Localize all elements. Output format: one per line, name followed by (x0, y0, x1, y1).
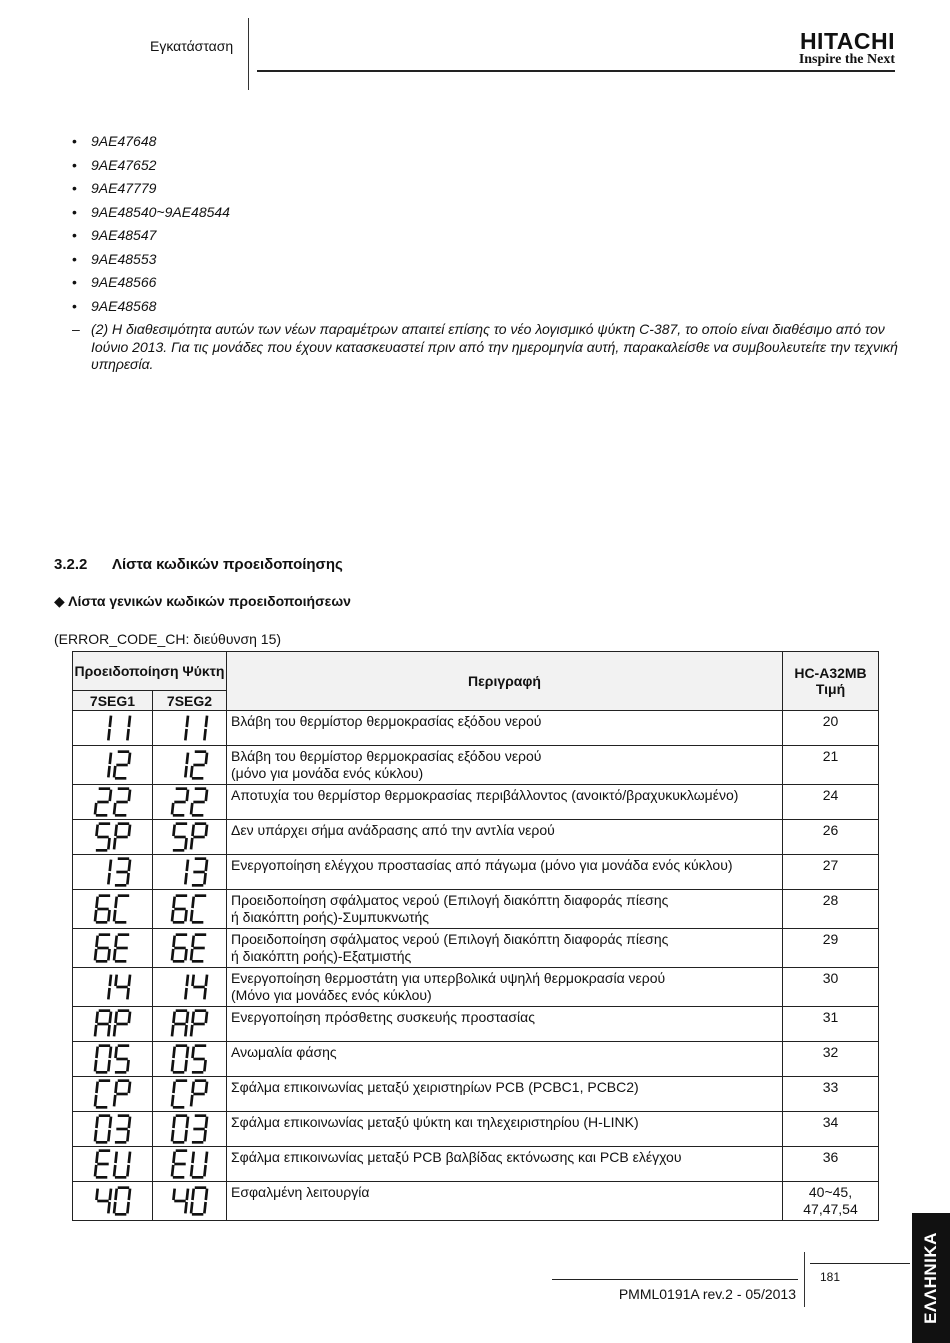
diamond-bullet-icon: ◆ (54, 593, 65, 609)
segment-e (95, 1165, 96, 1176)
segment-e (172, 1165, 173, 1176)
model-code-item: • 9AE48547 (72, 226, 230, 250)
segment-f (192, 1082, 193, 1093)
seven-segment-display (170, 748, 210, 782)
segment-b (128, 1117, 129, 1128)
segment-c (185, 1060, 186, 1071)
segment-c (127, 1060, 128, 1071)
segment-b (205, 1152, 206, 1163)
cell-seg2 (153, 711, 227, 746)
segment-c (127, 873, 128, 884)
segment-b (109, 716, 110, 727)
segment-e (172, 1025, 173, 1036)
footer-divider-vertical (804, 1252, 805, 1307)
segment-b (128, 753, 129, 764)
availability-note (72, 321, 902, 374)
segment-b (186, 790, 187, 801)
segment-f (115, 897, 116, 908)
model-code-item: • 9AE48540~9AE48544 (72, 203, 230, 227)
seven-segment-display (170, 1184, 210, 1218)
alarm-code-table (72, 651, 879, 1221)
segment-f (115, 975, 116, 986)
seven-segment-display (170, 1007, 210, 1041)
segment-c (127, 729, 128, 740)
cell-value: 32 (783, 1042, 879, 1077)
segment-f (96, 1189, 97, 1200)
table-row (73, 1112, 879, 1147)
segment-f (96, 1012, 97, 1023)
model-code-item: • 9AE47652 (72, 156, 230, 180)
segment-f (173, 1189, 174, 1200)
segment-b (109, 860, 110, 871)
segment-f (115, 1152, 116, 1163)
segment-e (191, 1202, 192, 1213)
table-row (73, 711, 879, 746)
segment-c (204, 1060, 205, 1071)
segment-f (115, 1012, 116, 1023)
segment-b (205, 753, 206, 764)
segment-c (108, 766, 109, 777)
segment-c (185, 838, 186, 849)
cell-seg2 (153, 855, 227, 890)
segment-e (191, 949, 192, 960)
table-row (73, 968, 879, 1007)
seven-segment-display (93, 1007, 133, 1041)
segment-c (185, 988, 186, 999)
cell-seg2 (153, 1182, 227, 1221)
segment-c (185, 873, 186, 884)
seven-segment-display (170, 1042, 210, 1076)
subsection-heading (54, 593, 351, 610)
segment-f (173, 1117, 174, 1128)
segment-f (173, 1152, 174, 1163)
cell-seg2 (153, 1147, 227, 1182)
segment-e (114, 1165, 115, 1176)
segment-c (127, 988, 128, 999)
seven-segment-display (93, 785, 133, 819)
cell-seg1 (73, 890, 153, 929)
segment-b (128, 860, 129, 871)
cell-seg1 (73, 1042, 153, 1077)
segment-e (114, 1025, 115, 1036)
segment-b (205, 860, 206, 871)
note-text: (2) Η διαθεσιμότητα αυτών των νέων παραμέτρων απαιτεί επίσης το νέο λογισμικό ψύκτη C-387, το οποίο είναι διαθέσιμο από τον Ιούνιο 2013. Για τις μονάδες που έχουν κατασκευαστεί πριν από την ημερομηνία αυτή, παρακαλείσθε να συμβουλευτείτε την τεχνική υπηρεσία. (91, 321, 898, 372)
language-tab-label: ΕΛΛΗΝΙΚΑ (921, 1232, 940, 1324)
segment-c (204, 729, 205, 740)
section-title: Λίστα κωδικών προειδοποίησης (112, 556, 343, 573)
segment-f (96, 1082, 97, 1093)
segment-f (192, 897, 193, 908)
seven-segment-display (93, 1042, 133, 1076)
cell-description: Δεν υπάρχει σήμα ανάδρασης από την αντλία νερού (227, 820, 783, 855)
segment-b (109, 1047, 110, 1058)
segment-b (128, 1012, 129, 1023)
segment-c (185, 910, 186, 921)
footer-document-id: PMML0191A rev.2 - 05/2013 (618, 1286, 796, 1302)
seven-segment-display (170, 820, 210, 854)
seven-segment-display (93, 855, 133, 889)
segment-b (186, 1012, 187, 1023)
segment-f (192, 936, 193, 947)
segment-c (108, 1060, 109, 1071)
segment-e (191, 1025, 192, 1036)
header-alarm-group: Προειδοποίηση Ψύκτη (73, 652, 227, 691)
segment-c (204, 873, 205, 884)
cell-seg1 (73, 855, 153, 890)
seven-segment-display (170, 785, 210, 819)
segment-c (108, 729, 109, 740)
segment-b (205, 1189, 206, 1200)
segment-f (192, 825, 193, 836)
cell-description: Προειδοποίηση σφάλματος νερού (Επιλογή διακόπτη διαφοράς πίεσης ή διακόπτη ροής)-Συμπυκνωτής (227, 890, 783, 929)
cell-seg1 (73, 746, 153, 785)
segment-e (114, 803, 115, 814)
cell-description: Εσφαλμένη λειτουργία (227, 1182, 783, 1221)
cell-seg2 (153, 1112, 227, 1147)
cell-seg1 (73, 711, 153, 746)
cell-seg1 (73, 1147, 153, 1182)
section-heading (54, 556, 343, 573)
seven-segment-display (170, 1112, 210, 1146)
cell-seg1 (73, 968, 153, 1007)
segment-e (114, 949, 115, 960)
segment-b (109, 790, 110, 801)
segment-e (95, 803, 96, 814)
cell-value: 20 (783, 711, 879, 746)
segment-e (114, 910, 115, 921)
segment-e (172, 1060, 173, 1071)
segment-b (205, 1082, 206, 1093)
segment-b (186, 1117, 187, 1128)
table-row (73, 820, 879, 855)
segment-c (185, 729, 186, 740)
segment-b (205, 825, 206, 836)
segment-f (96, 1152, 97, 1163)
seven-segment-display (93, 1184, 133, 1218)
segment-c (108, 1202, 109, 1213)
segment-b (186, 716, 187, 727)
segment-f (96, 1047, 97, 1058)
cell-value: 24 (783, 785, 879, 820)
segment-e (191, 803, 192, 814)
segment-e (172, 949, 173, 960)
cell-value: 34 (783, 1112, 879, 1147)
cell-description: Σφάλμα επικοινωνίας μεταξύ χειριστηρίων PCB (PCBC1, PCBC2) (227, 1077, 783, 1112)
cell-description: Βλάβη του θερμίστορ θερμοκρασίας εξόδου νερού (μόνο για μονάδα ενός κύκλου) (227, 746, 783, 785)
segment-f (96, 936, 97, 947)
segment-b (109, 1117, 110, 1128)
cell-seg1 (73, 820, 153, 855)
seven-segment-display (93, 970, 133, 1004)
segment-e (114, 766, 115, 777)
segment-b (186, 860, 187, 871)
cell-seg2 (153, 1042, 227, 1077)
segment-b (205, 790, 206, 801)
seven-segment-display (93, 1077, 133, 1111)
seven-segment-display (170, 970, 210, 1004)
cell-seg1 (73, 1182, 153, 1221)
segment-f (115, 1189, 116, 1200)
cell-seg2 (153, 1077, 227, 1112)
cell-description: Αποτυχία του θερμίστορ θερμοκρασίας περιβάλλοντος (ανοικτό/βραχυκυκλωμένο) (227, 785, 783, 820)
segment-b (128, 1189, 129, 1200)
segment-f (192, 1152, 193, 1163)
subsection-title: Λίστα γενικών κωδικών προειδοποιήσεων (68, 593, 351, 609)
segment-e (191, 1165, 192, 1176)
segment-e (172, 1095, 173, 1106)
segment-e (95, 1025, 96, 1036)
cell-seg1 (73, 1112, 153, 1147)
logo-tagline: Inspire the Next (798, 52, 895, 67)
segment-f (173, 1012, 174, 1023)
seven-segment-display (170, 1077, 210, 1111)
footer-divider-horizontal (552, 1279, 798, 1280)
segment-b (109, 1189, 110, 1200)
cell-seg1 (73, 785, 153, 820)
logo-brand: HITACHI (799, 28, 895, 54)
cell-description: Σφάλμα επικοινωνίας μεταξύ PCB βαλβίδας εκτόνωσης και PCB ελέγχου (227, 1147, 783, 1182)
cell-description: Ανωμαλία φάσης (227, 1042, 783, 1077)
cell-seg2 (153, 929, 227, 968)
seven-segment-display (170, 1147, 210, 1181)
cell-description: Προειδοποίηση σφάλματος νερού (Επιλογή διακόπτη διαφοράς πίεσης ή διακόπτη ροής)-Εξατμιστής (227, 929, 783, 968)
segment-e (191, 838, 192, 849)
header-7seg1: 7SEG1 (73, 691, 153, 711)
footer-page-number: 181 (820, 1270, 841, 1284)
header-divider-vertical (248, 18, 249, 90)
cell-value: 21 (783, 746, 879, 785)
cell-value: 40~45, 47,47,54 (783, 1182, 879, 1221)
segment-b (128, 716, 129, 727)
cell-seg2 (153, 785, 227, 820)
segment-e (191, 766, 192, 777)
table-row (73, 890, 879, 929)
segment-e (95, 1095, 96, 1106)
segment-b (186, 753, 187, 764)
seven-segment-display (170, 855, 210, 889)
seven-segment-display (170, 892, 210, 926)
segment-c (108, 873, 109, 884)
table-row (73, 746, 879, 785)
cell-value: 28 (783, 890, 879, 929)
segment-e (172, 910, 173, 921)
segment-e (172, 1130, 173, 1141)
segment-f (96, 1117, 97, 1128)
segment-b (205, 975, 206, 986)
model-code-list (72, 132, 230, 320)
model-code-item: • 9AE48568 (72, 297, 230, 321)
segment-c (204, 1165, 205, 1176)
register-note: (ERROR_CODE_CH: διεύθυνση 15) (54, 631, 282, 647)
table-row (73, 855, 879, 890)
cell-seg1 (73, 1077, 153, 1112)
segment-c (185, 949, 186, 960)
segment-e (114, 1202, 115, 1213)
table-row (73, 929, 879, 968)
segment-b (205, 1012, 206, 1023)
segment-b (109, 1012, 110, 1023)
segment-c (108, 910, 109, 921)
header-value: HC-A32MB Τιμή (783, 652, 879, 711)
segment-f (96, 825, 97, 836)
segment-f (115, 825, 116, 836)
model-code-item: • 9AE47648 (72, 132, 230, 156)
cell-seg2 (153, 746, 227, 785)
segment-c (108, 838, 109, 849)
segment-c (127, 1130, 128, 1141)
cell-value: 29 (783, 929, 879, 968)
table-row (73, 1007, 879, 1042)
segment-c (185, 766, 186, 777)
segment-b (109, 753, 110, 764)
model-code-item: • 9AE47779 (72, 179, 230, 203)
segment-f (173, 897, 174, 908)
segment-c (204, 1202, 205, 1213)
segment-e (191, 1095, 192, 1106)
segment-b (128, 790, 129, 801)
header-7seg2: 7SEG2 (153, 691, 227, 711)
cell-description: Ενεργοποίηση θερμοστάτη για υπερβολικά υψηλή θερμοκρασία νερού (Μόνο για μονάδες ενός κύκλου) (227, 968, 783, 1007)
segment-b (128, 1152, 129, 1163)
cell-description: Σφάλμα επικοινωνίας μεταξύ ψύκτη και τηλεχειριστηρίου (H-LINK) (227, 1112, 783, 1147)
segment-b (128, 975, 129, 986)
cell-description: Βλάβη του θερμίστορ θερμοκρασίας εξόδου νερού (227, 711, 783, 746)
cell-value: 36 (783, 1147, 879, 1182)
table-row (73, 785, 879, 820)
table-row (73, 1182, 879, 1221)
seven-segment-display (93, 931, 133, 965)
cell-seg2 (153, 820, 227, 855)
seven-segment-display (93, 820, 133, 854)
header-divider-horizontal (257, 70, 895, 72)
seven-segment-display (170, 931, 210, 965)
segment-c (108, 1025, 109, 1036)
hitachi-logo (775, 30, 895, 68)
cell-description: Ενεργοποίηση πρόσθετης συσκευής προστασίας (227, 1007, 783, 1042)
segment-b (109, 975, 110, 986)
cell-seg1 (73, 1007, 153, 1042)
segment-c (127, 1165, 128, 1176)
segment-b (128, 1082, 129, 1093)
seven-segment-display (170, 711, 210, 745)
cell-seg1 (73, 929, 153, 968)
cell-value: 30 (783, 968, 879, 1007)
segment-f (192, 975, 193, 986)
seven-segment-display (93, 1112, 133, 1146)
segment-e (95, 910, 96, 921)
table-row (73, 1147, 879, 1182)
segment-f (115, 936, 116, 947)
segment-e (172, 803, 173, 814)
footer-divider-page (810, 1263, 910, 1264)
segment-b (186, 1189, 187, 1200)
segment-f (192, 1047, 193, 1058)
seven-segment-display (93, 1147, 133, 1181)
segment-c (108, 988, 109, 999)
segment-c (108, 1130, 109, 1141)
cell-seg2 (153, 890, 227, 929)
model-code-item: • 9AE48566 (72, 273, 230, 297)
segment-b (205, 716, 206, 727)
seven-segment-display (93, 748, 133, 782)
cell-seg2 (153, 968, 227, 1007)
segment-c (185, 1130, 186, 1141)
segment-f (96, 897, 97, 908)
segment-e (95, 1060, 96, 1071)
language-tab (912, 1213, 950, 1343)
segment-f (115, 1082, 116, 1093)
cell-value: 27 (783, 855, 879, 890)
header-description: Περιγραφή (227, 652, 783, 711)
segment-e (191, 910, 192, 921)
segment-f (115, 1047, 116, 1058)
segment-b (186, 975, 187, 986)
cell-value: 31 (783, 1007, 879, 1042)
segment-e (114, 1095, 115, 1106)
segment-e (114, 838, 115, 849)
cell-value: 26 (783, 820, 879, 855)
section-number: 3.2.2 (54, 556, 88, 573)
cell-description: Ενεργοποίηση ελέγχου προστασίας από πάγωμα (μόνο για μονάδα ενός κύκλου) (227, 855, 783, 890)
segment-f (173, 1082, 174, 1093)
table-row (73, 1077, 879, 1112)
segment-c (204, 988, 205, 999)
segment-b (186, 1047, 187, 1058)
segment-f (173, 825, 174, 836)
segment-b (128, 825, 129, 836)
header-section-title: Εγκατάσταση (150, 38, 234, 54)
segment-c (204, 1130, 205, 1141)
segment-c (185, 1202, 186, 1213)
segment-f (192, 1012, 193, 1023)
seven-segment-display (93, 892, 133, 926)
segment-f (192, 1189, 193, 1200)
table-row (73, 1042, 879, 1077)
segment-c (185, 1025, 186, 1036)
cell-value: 33 (783, 1077, 879, 1112)
segment-f (173, 936, 174, 947)
model-code-item: • 9AE48553 (72, 250, 230, 274)
note-dash: – (72, 321, 80, 337)
segment-f (173, 1047, 174, 1058)
segment-c (127, 1202, 128, 1213)
cell-seg2 (153, 1007, 227, 1042)
seven-segment-display (93, 711, 133, 745)
segment-e (95, 1130, 96, 1141)
segment-b (205, 1117, 206, 1128)
segment-c (108, 949, 109, 960)
segment-e (95, 949, 96, 960)
